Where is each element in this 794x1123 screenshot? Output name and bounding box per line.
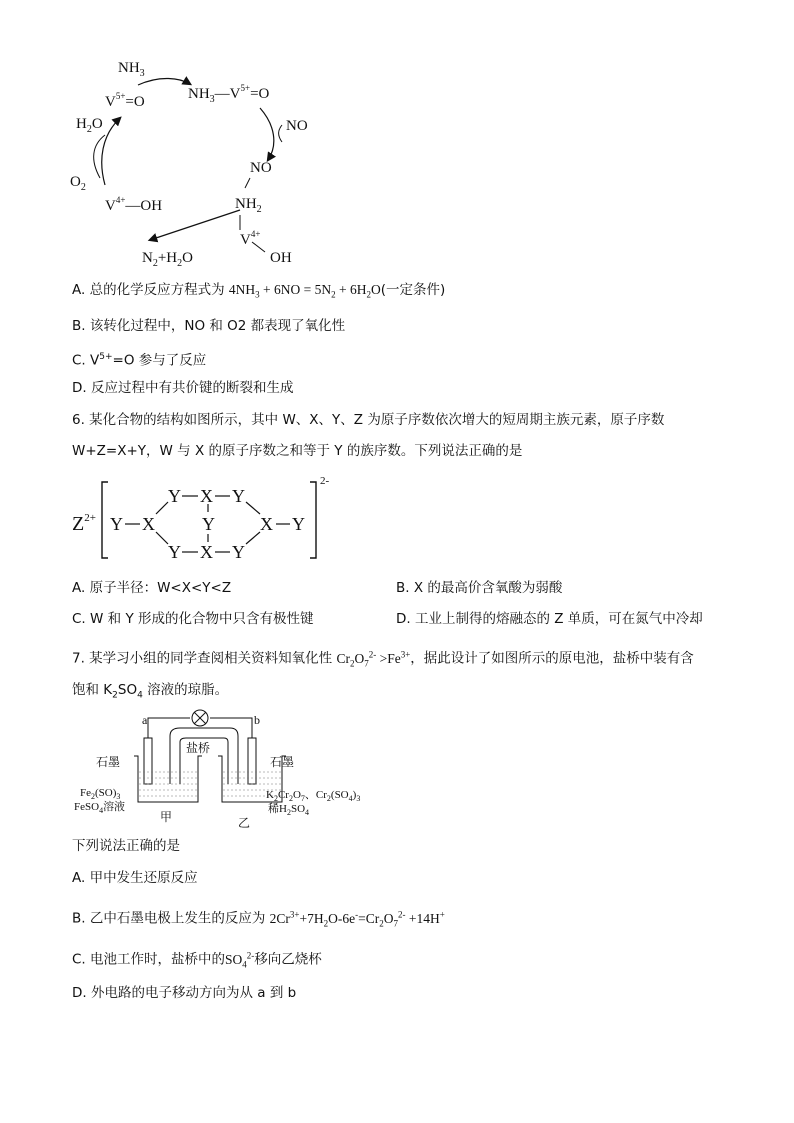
galvanic-cell-diagram <box>70 706 390 831</box>
atom-x-left: X <box>142 514 155 534</box>
arrow-to-products <box>150 210 240 240</box>
atom-y-bottom-right: Y <box>232 542 245 562</box>
q7-stem-line2: 饱和 $K_2SO_4$ 溶液的琼脂。 <box>72 682 229 701</box>
label-solution-right-2: 稀$H_2SO_4$ <box>268 803 310 817</box>
label-v4-oh-left: $V^{4+}—OH$ <box>105 195 163 214</box>
q7-option-b-text: B. 乙中石墨电极上发生的反应为 <box>72 910 266 927</box>
q7-option-d: D. 外电路的电子移动方向为从 a 到 b <box>72 985 297 1001</box>
label-solution-left-2: FeSO$_4$溶液 <box>74 801 126 815</box>
q7-option-c-text: C. 电池工作时，盐桥中的 <box>72 951 226 968</box>
q6-option-d: D. 工业上制得的熔融态的 Z 单质，可在氮气中冷却 <box>396 611 703 627</box>
label-o2: $O_2$ <box>70 174 86 193</box>
cation-label: $Z^{2+}$ <box>72 512 96 535</box>
q6-stem-line1: 6. 某化合物的结构如图所示，其中 W、X、Y、Z 为原子序数依次增大的短周期主族元素，原子序数 <box>72 412 665 428</box>
q6-option-a: A. 原子半径：W<X<Y<Z <box>72 580 232 596</box>
q7-stem-line1 <box>72 644 694 673</box>
label-products: $N_2+H_2O$ <box>142 250 193 269</box>
q6-option-b: B. X 的最高价含氧酸为弱酸 <box>396 580 563 596</box>
q5-option-c: C. $V^{5+}=O$ 参与了反应 <box>72 352 207 369</box>
label-h2o: $H_2O$ <box>76 116 103 135</box>
atom-y-top-left: Y <box>168 486 181 506</box>
q6-option-c: C. W 和 Y 形成的化合物中只含有极性键 <box>72 611 314 627</box>
q7-option-b <box>72 904 445 933</box>
electrode-left <box>144 738 152 784</box>
q5-option-a-suffix: (一定条件) <box>380 282 446 298</box>
label-oh-bottom: OH <box>270 250 292 266</box>
q5-option-d: D. 反应过程中有共价键的断裂和生成 <box>72 380 294 396</box>
atom-y-center: Y <box>202 514 215 534</box>
q5-option-a <box>72 280 445 305</box>
label-v4-bottom: $V^{4+}$ <box>240 229 261 248</box>
q5-option-a-equation: $4NH_3 + 6NO = 5N_2 + 6H_2O$ <box>228 282 381 300</box>
anion-charge: 2- <box>320 475 330 487</box>
label-a: a <box>142 713 148 727</box>
atom-y-right: Y <box>292 514 305 534</box>
q5-option-a-text: A. 总的化学反应方程式为 <box>72 282 225 298</box>
bracket-right <box>310 482 316 558</box>
label-nh2: $NH_2$ <box>235 196 262 215</box>
arrow-no-in <box>279 125 282 142</box>
atom-x-top: X <box>200 486 213 506</box>
q7-option-a: A. 甲中发生还原反应 <box>72 870 198 886</box>
q7-prompt: 下列说法正确的是 <box>72 838 180 854</box>
atom-x-right: X <box>260 514 273 534</box>
q6-stem-line2: W+Z=X+Y，W 与 X 的原子序数之和等于 Y 的族序数。下列说法正确的是 <box>72 443 523 459</box>
arrow-to-no-step <box>260 108 274 160</box>
bracket-left <box>102 482 108 558</box>
label-solution-right-1: $K_2Cr_2O_7$、$Cr_2(SO_4)_3$ <box>266 789 361 803</box>
q7-stem-text-b: ，据此设计了如图所示的原电池，盐桥中装有含 <box>410 650 694 667</box>
label-nh3: $NH_3$ <box>118 60 145 79</box>
label-salt-bridge: 盐桥 <box>186 741 211 755</box>
q7-option-b-equation: $2Cr^{3+}+7H_2O-6e^-=Cr_2O_7^{2-} +14H^+$ <box>269 909 445 929</box>
q6-structure-diagram <box>68 470 338 570</box>
label-solution-left-1: $Fe_2(SO)_3$ <box>80 787 121 801</box>
solution-fill <box>139 772 281 796</box>
label-graphite-left: 石墨 <box>96 755 121 769</box>
q5-option-b: B. 该转化过程中，NO 和 O2 都表现了氧化性 <box>72 318 346 334</box>
q7-stem-text-a: 7. 某学习小组的同学查阅相关资料知氧化性 <box>72 650 333 667</box>
arrow-nh3-adsorb <box>138 78 190 85</box>
atom-y-bottom-left: Y <box>168 542 181 562</box>
label-no-arrow: NO <box>286 118 308 134</box>
atom-x-bottom: X <box>200 542 213 562</box>
bond-no-nh2 <box>245 178 250 188</box>
label-graphite-right: 石墨 <box>270 755 295 769</box>
salt-bridge <box>170 728 238 784</box>
atom-y-top-right: Y <box>232 486 245 506</box>
arrow-to-v5o <box>102 118 120 185</box>
label-beaker-left: 甲 <box>160 810 173 824</box>
electrode-right <box>248 738 256 784</box>
q7-stem-equation: $Cr_2O_7^{2-} >Fe^{3+}$ <box>336 649 411 669</box>
q7-option-c-suffix: 移向乙烧杯 <box>254 951 322 968</box>
catalytic-cycle-diagram <box>60 50 320 275</box>
atom-y-left: Y <box>110 514 123 534</box>
label-v5o-left: $V^{5+}=O$ <box>105 91 145 110</box>
label-beaker-right: 乙 <box>238 816 251 830</box>
label-b: b <box>254 713 260 727</box>
label-no-bound: NO <box>250 160 272 176</box>
q7-option-c-ion: $SO_4^{2-}$ <box>225 950 255 970</box>
label-nh3-v5o: $NH_3—V^{5+}=O$ <box>188 83 270 105</box>
q7-option-c <box>72 945 322 974</box>
arrow-o2-h2o <box>94 135 105 178</box>
bond-v4-oh <box>252 242 265 252</box>
